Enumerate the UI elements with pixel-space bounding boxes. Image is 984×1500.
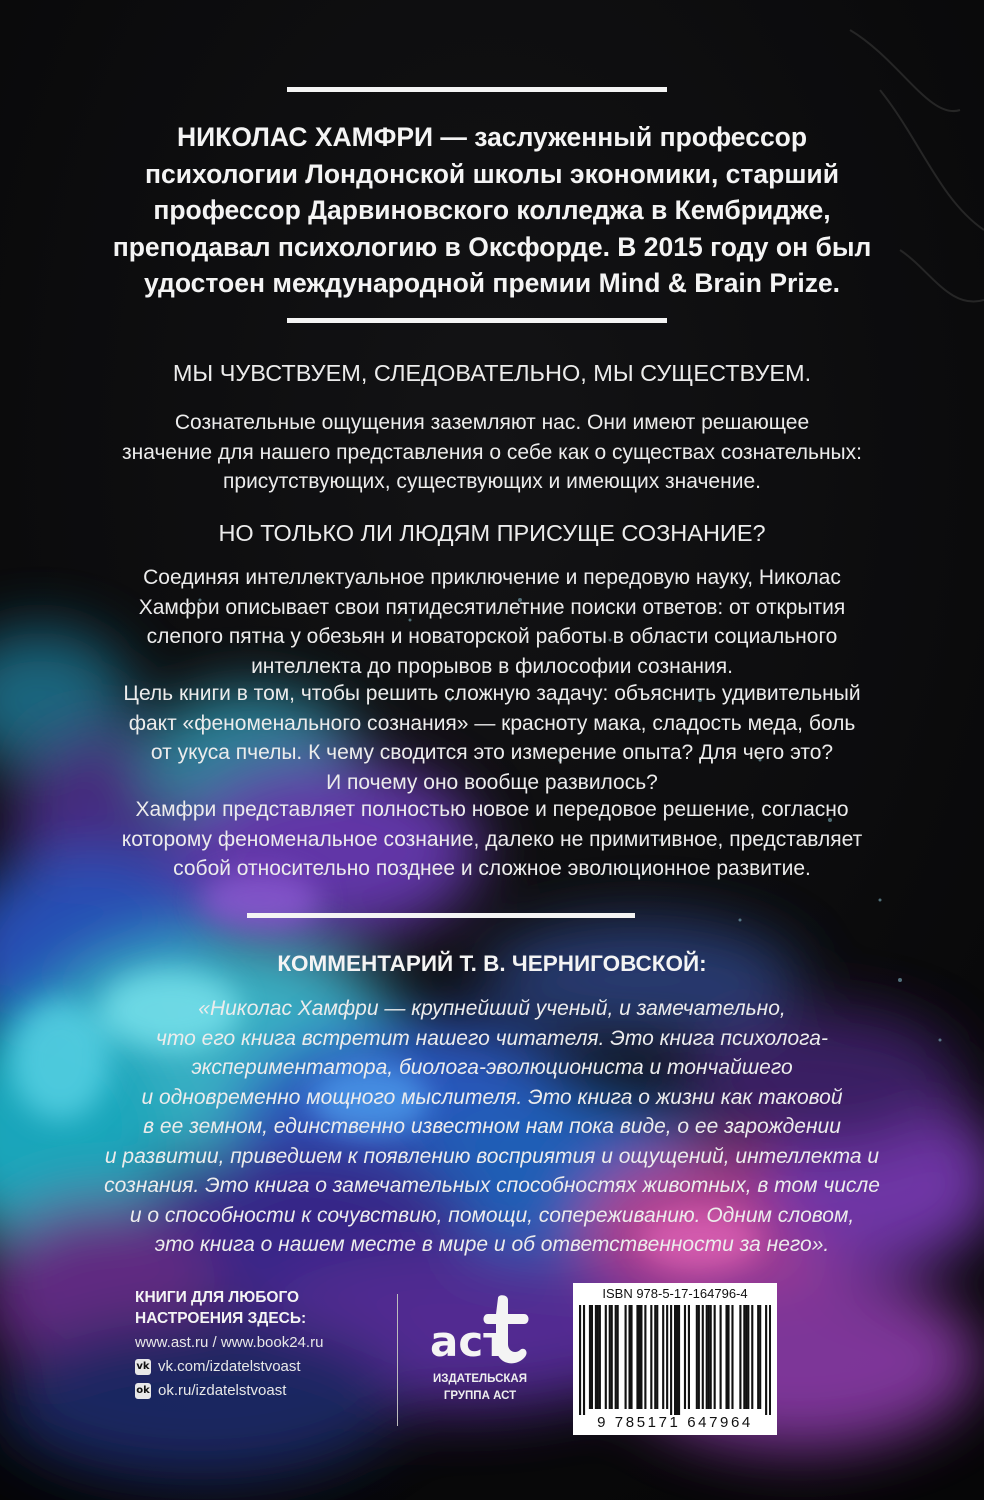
paragraph-line: И почему оно вообще развилось? bbox=[326, 770, 658, 794]
barcode-bar bbox=[666, 1305, 668, 1409]
barcode-bar bbox=[595, 1305, 597, 1409]
quote-line: в ее земном, единственно известном нам пока виде, о ее зарождении bbox=[143, 1115, 841, 1138]
quote-line: и о способности к сочувствию, помощи, сопереживанию. Одним словом, bbox=[129, 1203, 855, 1227]
barcode-bar bbox=[708, 1305, 710, 1409]
barcode-bar bbox=[609, 1305, 611, 1409]
promo-title-line-2: НАСТРОЕНИЯ ЗДЕСЬ: bbox=[135, 1310, 307, 1327]
barcode-bar bbox=[678, 1305, 680, 1415]
barcode-bar bbox=[745, 1305, 747, 1409]
promo-vk-link[interactable] bbox=[135, 1356, 395, 1377]
barcode-bar bbox=[625, 1305, 627, 1409]
solution-paragraph bbox=[50, 795, 934, 884]
barcode-bar bbox=[636, 1305, 638, 1409]
barcode-bar bbox=[751, 1305, 753, 1409]
author-bio-line: преподавал психологию в Оксфорде. В 2015 году он был bbox=[112, 231, 872, 262]
barcode-bar bbox=[599, 1305, 601, 1409]
paragraph-line: от укуса пчелы. К чему сводится это измерение опыта? Для чего это? bbox=[150, 741, 834, 764]
barcode-bar bbox=[630, 1305, 632, 1409]
tagline: МЫ ЧУВСТВУЕМ, СЛЕДОВАТЕЛЬНО, МЫ СУЩЕСТВУЕМ. bbox=[172, 360, 812, 386]
barcode-bar bbox=[757, 1305, 759, 1409]
goal-paragraph bbox=[50, 679, 934, 797]
barcode-bar bbox=[670, 1305, 672, 1415]
barcode-bar bbox=[579, 1305, 581, 1415]
author-bio-line: профессор Дарвиновского колледжа в Кембридже, bbox=[153, 195, 831, 225]
publisher-name-line-2: ГРУППА АСТ bbox=[443, 1390, 517, 1402]
quote-line: и одновременно мощного мыслителя. Это книга о жизни как таковой bbox=[141, 1085, 843, 1109]
barcode-bar bbox=[731, 1305, 733, 1409]
paragraph-line: Хамфри представляет полностью новое и передовое решение, согласно bbox=[135, 798, 849, 821]
barcode-bar bbox=[696, 1305, 698, 1409]
author-bio-line: психологии Лондонской школы экономики, старший bbox=[144, 158, 839, 189]
barcode-bar bbox=[714, 1305, 716, 1409]
barcode-bar bbox=[743, 1305, 745, 1409]
isbn-label: ISBN 978-5-17-164796-4 bbox=[602, 1286, 748, 1301]
barcode-bar bbox=[698, 1305, 700, 1409]
barcode-bar bbox=[650, 1305, 652, 1409]
barcode-bar bbox=[769, 1305, 771, 1415]
promo-divider bbox=[397, 1294, 398, 1426]
author-bio-line: НИКОЛАС ХАМФРИ — заслуженный профессор bbox=[176, 122, 808, 152]
quote-line: и развитии, приведшем к появлению восприятия и ощущений, интеллекта и bbox=[104, 1144, 880, 1168]
barcode-bar bbox=[654, 1305, 656, 1409]
barcode-bar bbox=[583, 1305, 585, 1415]
barcode-bar bbox=[597, 1305, 599, 1409]
barcode-bar bbox=[710, 1305, 712, 1409]
quote-line: что его книга встретит нашего читателя. Это книга психолога- bbox=[156, 1026, 828, 1050]
barcode-bar bbox=[656, 1305, 658, 1409]
paragraph-line: Цель книги в том, чтобы решить сложную задачу: объяснить удивительный bbox=[123, 682, 861, 705]
isbn-barcode bbox=[573, 1283, 777, 1435]
ok-link-text: ok.ru/izdatelstvoast bbox=[158, 1382, 287, 1399]
barcode-bar bbox=[617, 1305, 619, 1409]
barcode-bar bbox=[739, 1305, 741, 1409]
barcode-bar bbox=[759, 1305, 761, 1409]
comment-title: КОММЕНТАРИЙ Т. В. ЧЕРНИГОВСКОЙ: bbox=[277, 951, 707, 976]
odnoklassniki-icon: ok bbox=[135, 1383, 151, 1399]
top-divider bbox=[287, 87, 667, 92]
description-paragraph bbox=[50, 563, 934, 681]
promo-title-line-1: КНИГИ ДЛЯ ЛЮБОГО bbox=[135, 1289, 300, 1306]
publisher-logo bbox=[424, 1292, 536, 1370]
promo-sites-link[interactable]: www.ast.ru / www.book24.ru bbox=[135, 1334, 324, 1351]
barcode-bar bbox=[702, 1305, 704, 1409]
barcode-bar bbox=[706, 1305, 708, 1409]
barcode-bar bbox=[615, 1305, 617, 1409]
barcode-bar bbox=[747, 1305, 749, 1409]
paragraph-line: собой относительно позднее и сложное эволюционное развитие. bbox=[173, 857, 811, 880]
publisher-block bbox=[412, 1292, 548, 1404]
comment-divider bbox=[247, 913, 635, 918]
barcode-bar bbox=[628, 1305, 630, 1409]
author-bio bbox=[60, 119, 924, 302]
barcode-bar bbox=[688, 1305, 690, 1409]
barcode-bar bbox=[674, 1305, 676, 1415]
barcode-bar bbox=[591, 1305, 593, 1409]
barcode-bar bbox=[725, 1305, 727, 1409]
quote-line: «Николас Хамфри — крупнейший ученый, и замечательно, bbox=[198, 997, 786, 1020]
barcode-bar bbox=[611, 1305, 613, 1409]
barcode-bar bbox=[720, 1305, 722, 1409]
publisher-logo-text: аст bbox=[430, 1317, 508, 1366]
barcode-bar bbox=[640, 1305, 642, 1409]
barcode-bar bbox=[727, 1305, 729, 1409]
barcode-digits: 9 785171 647964 bbox=[597, 1414, 753, 1431]
quote-line: это книга о нашем месте в мире и об ответственности за него». bbox=[154, 1233, 830, 1256]
publisher-name-line-1: ИЗДАТЕЛЬСКАЯ bbox=[432, 1373, 528, 1385]
barcode-bar bbox=[638, 1305, 640, 1409]
barcode-bar bbox=[676, 1305, 678, 1415]
paragraph-line: значение для нашего представления о себе как о существах сознательных: bbox=[122, 440, 862, 464]
barcode-bar bbox=[605, 1305, 607, 1409]
barcode-bars bbox=[579, 1305, 771, 1415]
comment-quote bbox=[50, 994, 934, 1260]
barcode-bar bbox=[765, 1305, 767, 1415]
vk-icon: vk bbox=[135, 1359, 151, 1375]
barcode-bar bbox=[684, 1305, 686, 1409]
paragraph-line: Соединяя интеллектуальное приключение и передовую науку, Николас bbox=[143, 566, 841, 589]
middle-divider bbox=[287, 318, 667, 323]
promo-block bbox=[135, 1287, 395, 1401]
paragraph-line: Сознательные ощущения заземляют нас. Они имеют решающее bbox=[174, 411, 810, 434]
question-heading: НО ТОЛЬКО ЛИ ЛЮДЯМ ПРИСУЩЕ СОЗНАНИЕ? bbox=[218, 520, 766, 546]
barcode-bar bbox=[644, 1305, 646, 1409]
paragraph-line: слепого пятна у обезьян и новаторской работы в области социального bbox=[146, 625, 838, 648]
author-bio-line: удостоен международной премии Mind & Brain Prize. bbox=[143, 268, 841, 298]
paragraph-line: Хамфри описывает свои пятидесятилетние поиски ответов: от открытия bbox=[138, 595, 846, 619]
paragraph-line: интеллекта до прорывов в философии сознания. bbox=[251, 654, 733, 678]
paragraph-line: факт «феноменального сознания» — красноту мака, сладость меда, боль bbox=[128, 711, 856, 735]
paragraph-line: которому феноменальное сознание, далеко не примитивное, представляет bbox=[121, 827, 863, 851]
quote-line: сознания. Это книга о замечательных способностях животных, в том числе bbox=[104, 1174, 880, 1197]
paragraph-line: присутствующих, существующих и имеющих значение. bbox=[223, 470, 761, 493]
promo-ok-link[interactable] bbox=[135, 1380, 395, 1401]
vk-link-text: vk.com/izdatelstvoast bbox=[158, 1358, 301, 1375]
quote-line: экспериментатора, биолога-эволюциониста и тончайшего bbox=[191, 1056, 793, 1079]
barcode-bar bbox=[662, 1305, 664, 1409]
barcode-bar bbox=[589, 1305, 591, 1409]
intro-paragraph bbox=[50, 408, 934, 497]
